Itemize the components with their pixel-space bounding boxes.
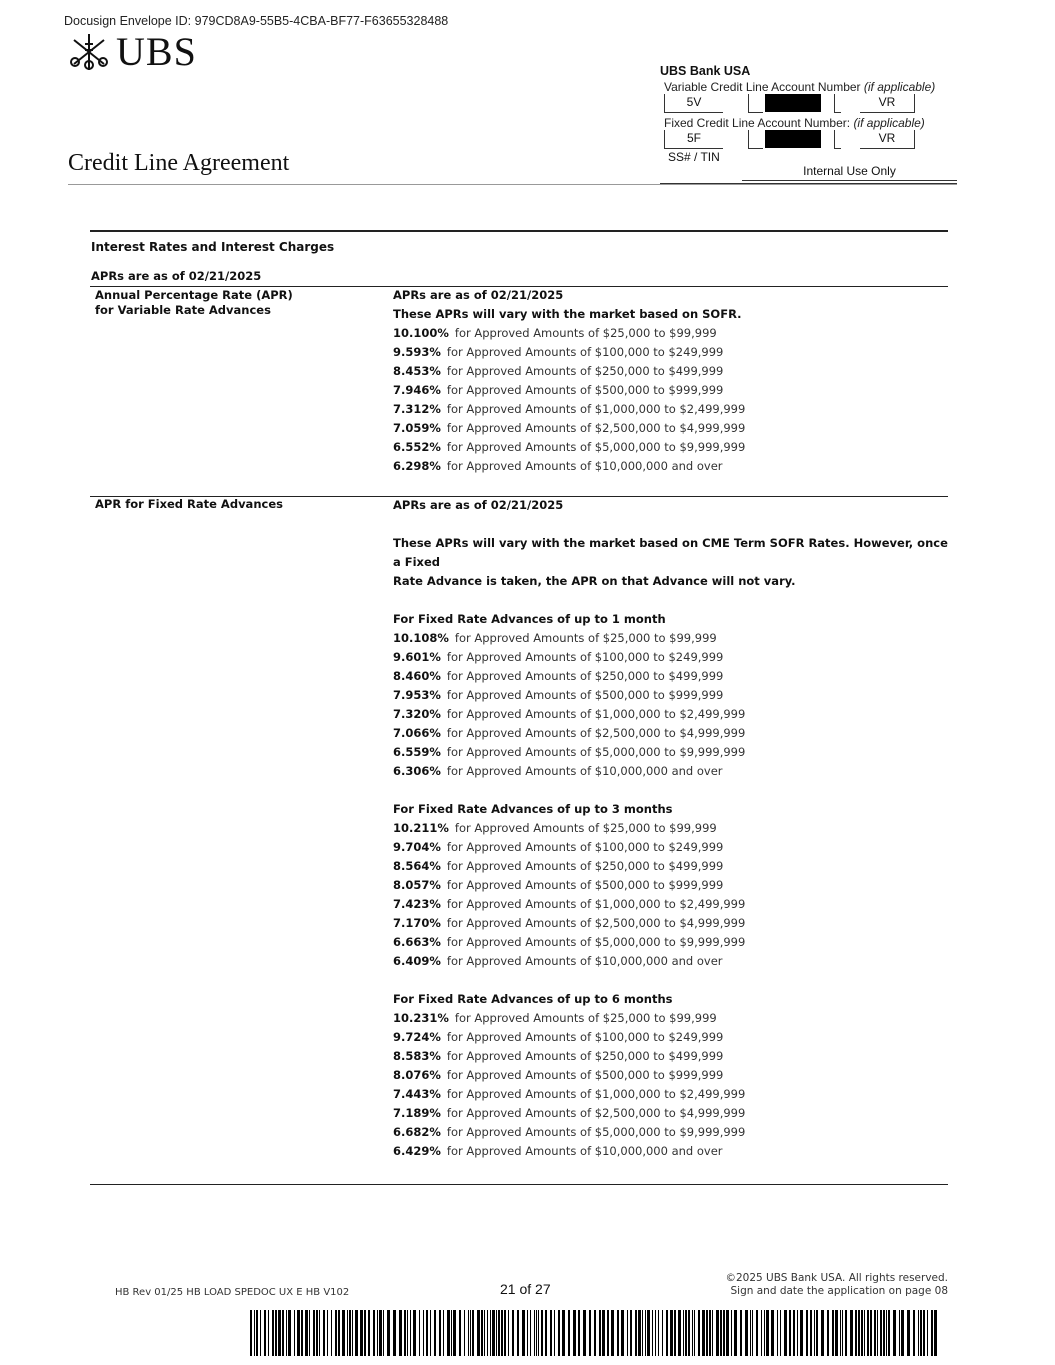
- bank-account-box: [660, 64, 960, 164]
- rate-row: [393, 952, 953, 971]
- rate-row: [393, 933, 953, 952]
- rate-value: 6.682%: [393, 1125, 441, 1139]
- bank-box-bottom-rule: [660, 183, 957, 184]
- rate-row: [393, 438, 953, 457]
- rate-value: 8.057%: [393, 878, 441, 892]
- rate-value: 9.724%: [393, 1030, 441, 1044]
- rate-value: 10.100%: [393, 326, 449, 340]
- rate-row: [393, 1047, 953, 1066]
- rate-row: [393, 705, 953, 724]
- variable-asof: APRs are as of 02/21/2025: [393, 288, 564, 302]
- fixed-asof: APRs are as of 02/21/2025: [393, 498, 564, 512]
- bank-name: UBS Bank USA: [660, 64, 751, 78]
- rate-row: [393, 381, 953, 400]
- rate-value: 8.460%: [393, 669, 441, 683]
- rate-row: [393, 895, 953, 914]
- ssn-tin-label: SS# / TIN: [668, 150, 720, 164]
- variable-apr-details: [393, 286, 953, 476]
- variable-prefix: 5V: [664, 94, 723, 113]
- rate-value: 9.704%: [393, 840, 441, 854]
- rate-description: for Approved Amounts of $1,000,000 to $2,499,999: [446, 707, 746, 721]
- variable-account-label: Variable Credit Line Account Number (if applicable): [664, 80, 936, 94]
- fixed-note: These APRs will vary with the market based on CME Term SOFR Rates. However, once a Fixed Rate Advance is taken, the APR on that Advance will not vary.: [393, 536, 948, 588]
- rate-row: [393, 1009, 953, 1028]
- rate-description: for Approved Amounts of $5,000,000 to $9,999,999: [446, 440, 746, 454]
- form-revision: HB Rev 01/25 HB LOAD SPEDOC UX E HB V102: [115, 1287, 350, 1298]
- section-bottom-rule: [90, 1184, 948, 1185]
- rate-value: 7.312%: [393, 402, 441, 416]
- header-divider: [68, 184, 957, 185]
- rate-row: [393, 667, 953, 686]
- rate-value: 6.409%: [393, 954, 441, 968]
- rate-row: [393, 362, 953, 381]
- rate-description: for Approved Amounts of $2,500,000 to $4,999,999: [446, 726, 746, 740]
- rate-description: for Approved Amounts of $5,000,000 to $9,999,999: [446, 935, 746, 949]
- fixed-divider: [834, 130, 841, 149]
- rate-description: for Approved Amounts of $1,000,000 to $2,499,999: [446, 897, 746, 911]
- rate-row: [393, 648, 953, 667]
- rate-row: [393, 343, 953, 362]
- rate-description: for Approved Amounts of $25,000 to $99,999: [454, 821, 717, 835]
- internal-use-only: Internal Use Only: [742, 164, 957, 181]
- rate-row: [393, 419, 953, 438]
- fixed-group-title: For Fixed Rate Advances of up to 3 months: [393, 802, 673, 816]
- fixed-suffix: VR: [860, 130, 915, 149]
- rate-value: 7.946%: [393, 383, 441, 397]
- rate-value: 6.306%: [393, 764, 441, 778]
- variable-rate-list: [393, 324, 953, 476]
- rate-description: for Approved Amounts of $100,000 to $249,999: [446, 650, 724, 664]
- fixed-prefix: 5F: [664, 130, 723, 149]
- rate-description: for Approved Amounts of $100,000 to $249,999: [446, 1030, 724, 1044]
- rate-row: [393, 838, 953, 857]
- variable-apr-label: Annual Percentage Rate (APR) for Variable Rate Advances: [95, 288, 293, 317]
- fixed-apr-label: APR for Fixed Rate Advances: [95, 497, 283, 511]
- rate-row: [393, 686, 953, 705]
- rate-value: 6.552%: [393, 440, 441, 454]
- rate-description: for Approved Amounts of $500,000 to $999,999: [446, 383, 724, 397]
- fixed-branch: [748, 130, 763, 149]
- redaction-block: [765, 94, 821, 112]
- rate-row: [393, 876, 953, 895]
- rate-description: for Approved Amounts of $500,000 to $999,999: [446, 688, 724, 702]
- rate-description: for Approved Amounts of $25,000 to $99,999: [454, 631, 717, 645]
- rate-description: for Approved Amounts of $250,000 to $499,999: [446, 669, 724, 683]
- rate-value: 7.953%: [393, 688, 441, 702]
- rate-row: [393, 324, 953, 343]
- fixed-account-field[interactable]: [664, 130, 960, 150]
- fixed-apr-details: [393, 496, 953, 1161]
- rate-description: for Approved Amounts of $25,000 to $99,999: [454, 326, 717, 340]
- redaction-block: [765, 130, 821, 148]
- rate-value: 6.663%: [393, 935, 441, 949]
- document-title: Credit Line Agreement: [68, 150, 290, 176]
- rate-row: [393, 629, 953, 648]
- rate-value: 8.583%: [393, 1049, 441, 1063]
- rate-row: [393, 1085, 953, 1104]
- fixed-rate-groups: [393, 610, 953, 1161]
- rate-value: 7.170%: [393, 916, 441, 930]
- rate-value: 7.189%: [393, 1106, 441, 1120]
- variable-account-field[interactable]: [664, 94, 960, 114]
- rate-row: [393, 724, 953, 743]
- rate-row: [393, 743, 953, 762]
- rate-description: for Approved Amounts of $250,000 to $499,999: [446, 1049, 724, 1063]
- rate-description: for Approved Amounts of $2,500,000 to $4,999,999: [446, 421, 746, 435]
- rate-value: 6.429%: [393, 1144, 441, 1158]
- rate-description: for Approved Amounts of $10,000,000 and over: [446, 954, 723, 968]
- rate-description: for Approved Amounts of $2,500,000 to $4,999,999: [446, 1106, 746, 1120]
- rate-description: for Approved Amounts of $250,000 to $499,999: [446, 364, 724, 378]
- copyright: ©2025 UBS Bank USA. All rights reserved.: [725, 1272, 948, 1284]
- rate-row: [393, 1028, 953, 1047]
- keys-icon: [68, 32, 110, 72]
- rate-description: for Approved Amounts of $500,000 to $999,999: [446, 878, 724, 892]
- rate-row: [393, 857, 953, 876]
- rate-description: for Approved Amounts of $25,000 to $99,999: [454, 1011, 717, 1025]
- footer-notice: [700, 1272, 948, 1298]
- rate-value: 10.108%: [393, 631, 449, 645]
- rate-value: 9.601%: [393, 650, 441, 664]
- rate-value: 7.320%: [393, 707, 441, 721]
- rate-value: 8.453%: [393, 364, 441, 378]
- rate-row: [393, 1123, 953, 1142]
- rate-description: for Approved Amounts of $10,000,000 and over: [446, 1144, 723, 1158]
- section-title: Interest Rates and Interest Charges: [91, 240, 335, 254]
- logo-wordmark: UBS: [116, 29, 197, 74]
- rate-row: [393, 1066, 953, 1085]
- rate-description: for Approved Amounts of $100,000 to $249,999: [446, 840, 724, 854]
- section-top-rule: [90, 230, 948, 232]
- rate-description: for Approved Amounts of $5,000,000 to $9,999,999: [446, 1125, 746, 1139]
- sign-instruction: Sign and date the application on page 08: [730, 1285, 948, 1297]
- aprs-as-of: APRs are as of 02/21/2025: [91, 269, 262, 283]
- rate-description: for Approved Amounts of $100,000 to $249,999: [446, 345, 724, 359]
- rate-value: 9.593%: [393, 345, 441, 359]
- rate-row: [393, 819, 953, 838]
- rate-description: for Approved Amounts of $10,000,000 and over: [446, 764, 723, 778]
- rate-value: 7.443%: [393, 1087, 441, 1101]
- page-number: 21 of 27: [500, 1281, 551, 1297]
- rate-description: for Approved Amounts of $10,000,000 and over: [446, 459, 723, 473]
- rate-value: 10.231%: [393, 1011, 449, 1025]
- rate-row: [393, 457, 953, 476]
- rate-value: 7.423%: [393, 897, 441, 911]
- rate-row: [393, 762, 953, 781]
- rate-value: 7.066%: [393, 726, 441, 740]
- barcode: [250, 1310, 947, 1356]
- rate-description: for Approved Amounts of $1,000,000 to $2,499,999: [446, 402, 746, 416]
- rate-description: for Approved Amounts of $250,000 to $499,999: [446, 859, 724, 873]
- rate-description: for Approved Amounts of $1,000,000 to $2,499,999: [446, 1087, 746, 1101]
- rate-description: for Approved Amounts of $2,500,000 to $4,999,999: [446, 916, 746, 930]
- rate-value: 7.059%: [393, 421, 441, 435]
- rate-value: 8.564%: [393, 859, 441, 873]
- variable-suffix: VR: [860, 94, 915, 113]
- fixed-account-label: Fixed Credit Line Account Number: (if applicable): [664, 116, 925, 130]
- rate-description: for Approved Amounts of $500,000 to $999,999: [446, 1068, 724, 1082]
- rate-description: for Approved Amounts of $5,000,000 to $9,999,999: [446, 745, 746, 759]
- ubs-logo: [68, 29, 197, 74]
- fixed-group-title: For Fixed Rate Advances of up to 1 month: [393, 612, 666, 626]
- docusign-envelope-id: Docusign Envelope ID: 979CD8A9-55B5-4CBA-BF77-F63655328488: [64, 14, 449, 28]
- rate-row: [393, 914, 953, 933]
- rate-value: 6.559%: [393, 745, 441, 759]
- variable-divider: [834, 94, 841, 113]
- rate-value: 8.076%: [393, 1068, 441, 1082]
- rate-value: 10.211%: [393, 821, 449, 835]
- rate-row: [393, 400, 953, 419]
- fixed-group-title: For Fixed Rate Advances of up to 6 months: [393, 992, 673, 1006]
- variable-note: These APRs will vary with the market based on SOFR.: [393, 307, 742, 321]
- variable-branch: [748, 94, 763, 113]
- rate-row: [393, 1142, 953, 1161]
- rate-row: [393, 1104, 953, 1123]
- rate-value: 6.298%: [393, 459, 441, 473]
